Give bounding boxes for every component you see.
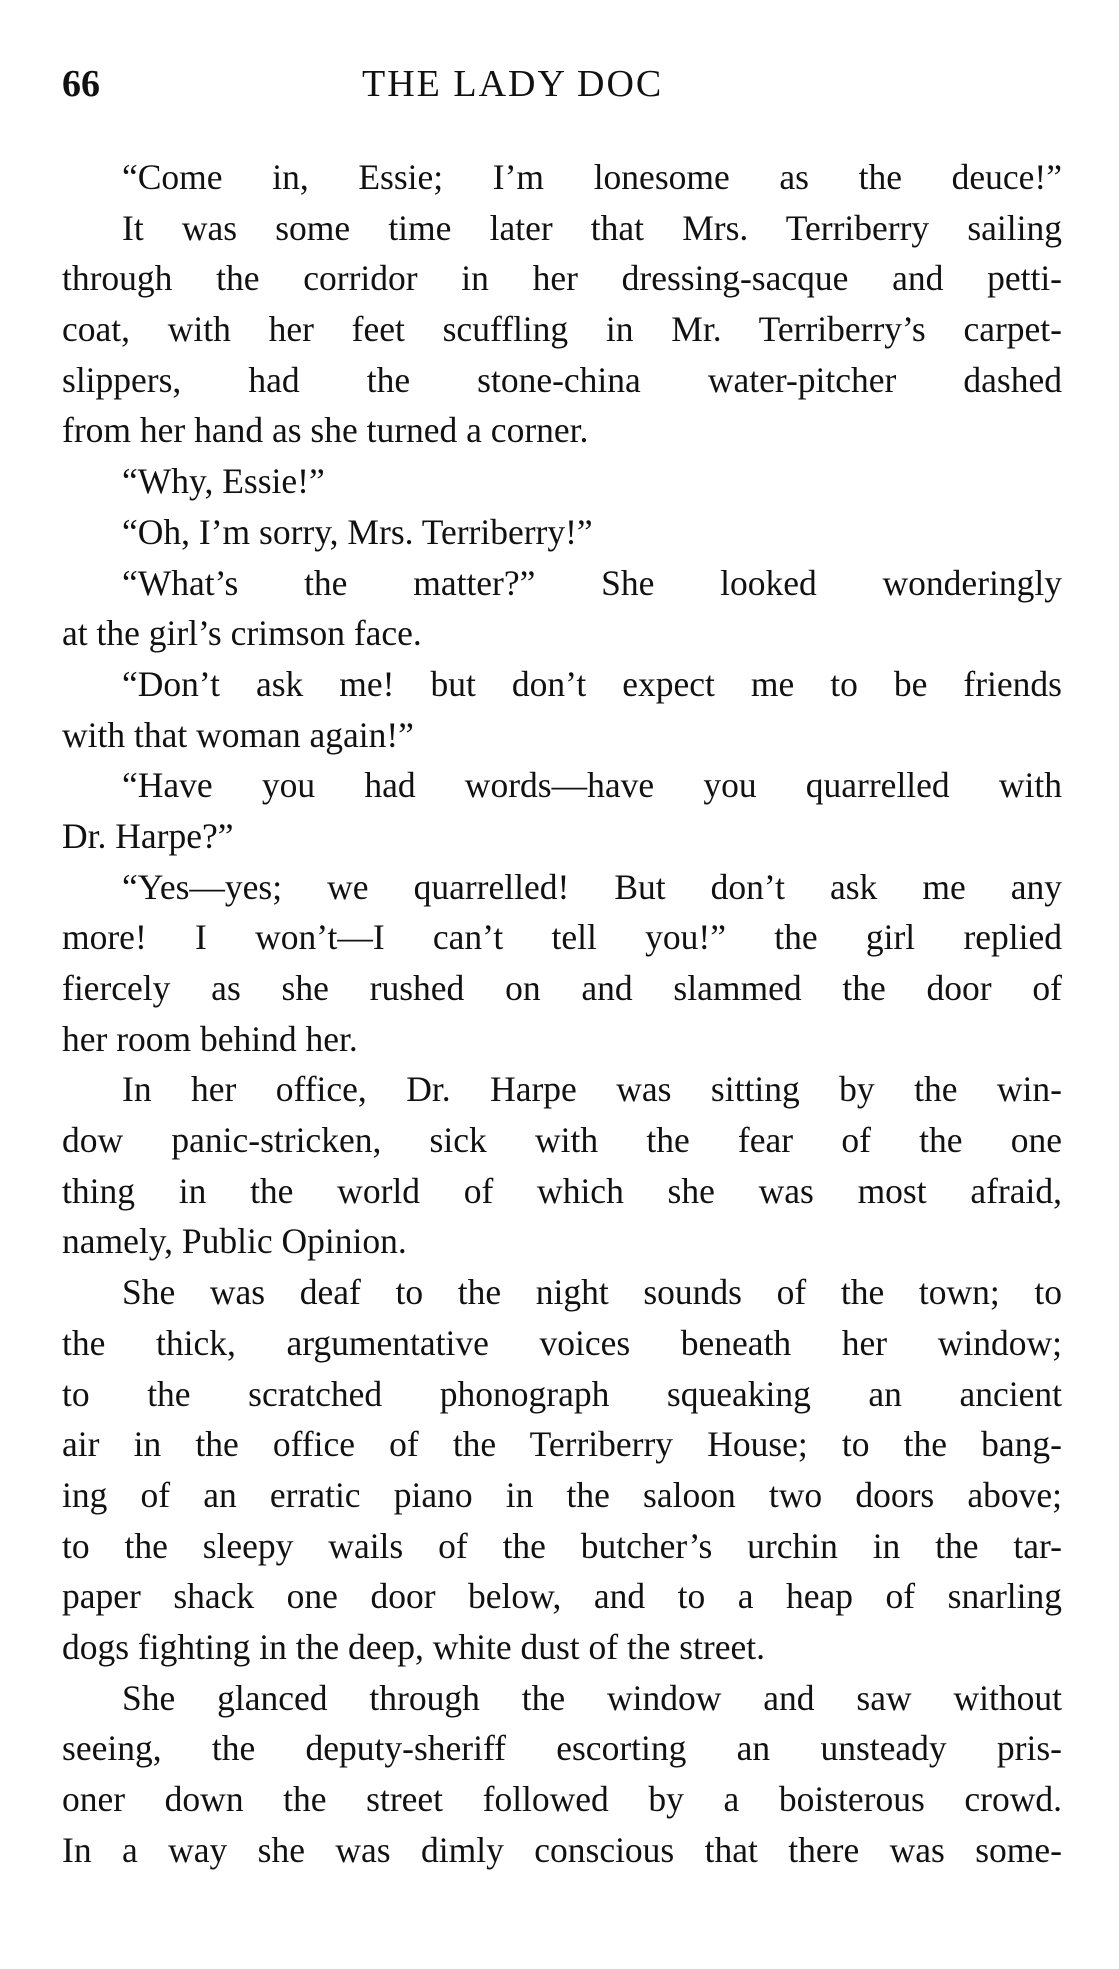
text-line: more! I won’t—I can’t tell you!” the girl replied (62, 917, 1062, 958)
text-line: paper shack one door below, and to a heap of snarling (62, 1576, 1062, 1617)
text-line: coat, with her feet scuffling in Mr. Terriberry’s carpet- (62, 309, 1062, 350)
page-number: 66 (62, 63, 100, 105)
text-line: “Oh, I’m sorry, Mrs. Terriberry!” (122, 511, 593, 552)
text-line: oner down the street followed by a boisterous crowd. (62, 1779, 1062, 1819)
page-header (62, 62, 1062, 112)
text-line: “Don’t ask me! but don’t expect me to be friends (122, 663, 1062, 704)
text-line: with that woman again!” (62, 714, 414, 755)
body-text (62, 152, 1062, 1875)
text-line: the thick, argumentative voices beneath her window; (62, 1322, 1062, 1363)
text-line: She was deaf to the night sounds of the town; to (122, 1272, 1062, 1313)
text-line: air in the office of the Terriberry House; to the bang- (62, 1424, 1062, 1465)
text-line: dogs fighting in the deep, white dust of the street. (62, 1626, 765, 1667)
text-line: “What’s the matter?” She looked wonderingly (122, 562, 1062, 603)
text-line: her room behind her. (62, 1018, 358, 1059)
text-line: “Come in, Essie; I’m lonesome as the deuce!” (122, 157, 1062, 197)
text-line: namely, Public Opinion. (62, 1221, 407, 1262)
text-line: through the corridor in her dressing-sacque and petti- (62, 258, 1062, 299)
text-line: dow panic-stricken, sick with the fear of the one (62, 1120, 1062, 1161)
text-line: from her hand as she turned a corner. (62, 410, 589, 451)
text-line: fiercely as she rushed on and slammed the door of (62, 968, 1062, 1008)
text-line: to the scratched phonograph squeaking an ancient (62, 1373, 1062, 1414)
text-line: “Why, Essie!” (122, 461, 325, 502)
text-line: at the girl’s crimson face. (62, 613, 422, 654)
text-line: seeing, the deputy-sheriff escorting an unsteady pris- (62, 1728, 1062, 1769)
text-line: slippers, had the stone-china water-pitcher dashed (62, 359, 1062, 400)
text-line: In a way she was dimly conscious that there was some- (62, 1829, 1062, 1870)
text-line: Dr. Harpe?” (62, 815, 234, 856)
text-line: In her office, Dr. Harpe was sitting by the win- (122, 1069, 1062, 1110)
text-line: to the sleepy wails of the butcher’s urchin in the tar- (62, 1525, 1062, 1566)
text-line: “Have you had words—have you quarrelled with (122, 765, 1062, 806)
running-title: THE LADY DOC (362, 63, 664, 105)
text-line: “Yes—yes; we quarrelled! But don’t ask me any (122, 866, 1062, 907)
text-line: She glanced through the window and saw without (122, 1677, 1062, 1718)
text-line: thing in the world of which she was most afraid, (62, 1170, 1062, 1211)
text-line: ing of an erratic piano in the saloon two doors above; (62, 1474, 1062, 1515)
text-line: It was some time later that Mrs. Terriberry sailing (122, 207, 1062, 248)
